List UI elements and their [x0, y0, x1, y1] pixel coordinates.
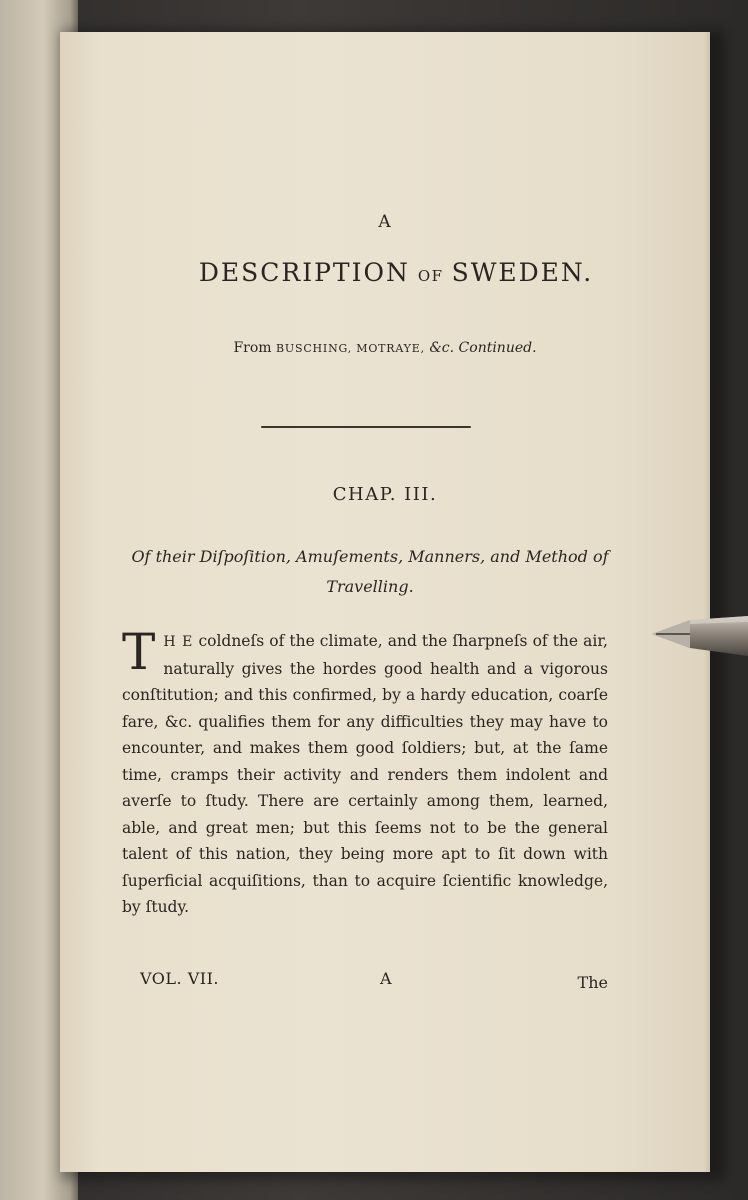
drop-cap-rest: H E	[163, 634, 194, 650]
page-edge-shade	[704, 32, 710, 1172]
title-sweden: SWEDEN.	[451, 258, 594, 287]
pre-title: A	[378, 212, 392, 232]
pen-tip-icon	[650, 612, 748, 662]
page-title	[146, 258, 646, 287]
sources-continued: Continued.	[458, 340, 537, 356]
page-footer	[122, 969, 608, 999]
sources-from: From	[233, 340, 272, 356]
catchword: The	[577, 973, 608, 992]
title-of: OF	[417, 267, 444, 285]
body-text: coldneſs of the climate, and the ſharpneſs of the air, naturally gives the hordes good health and a vigorous conſtitution; and this confirmed, by a hardy education, coarſe fare, &c. qualifies them for any difficulties they may have to encounter, and makes them good ſoldiers; but, at the ſame time, cramps their activity and renders them indolent and averſe to ſtudy. There are certainly among them, learned, able, and great men; but this ſeems not to be the general talent of this nation, they being more apt to ſit down with ſuperficial acquiſitions, than to acquire ſcientific knowledge, by ſtudy.	[122, 632, 608, 916]
body-paragraph	[122, 623, 608, 921]
signature-mark: A	[380, 969, 392, 988]
sources-names: BUSCHING, MOTRAYE,	[276, 342, 425, 355]
book-page	[60, 32, 710, 1172]
chapter-subtitle: Of their Diſpoſition, Amuſements, Manners, and Method of Travelling.	[131, 547, 609, 596]
volume-number: VOL. VII.	[140, 969, 219, 988]
chapter-heading: CHAP. III.	[332, 484, 438, 505]
sources-line	[60, 340, 710, 356]
title-description: DESCRIPTION	[198, 258, 410, 287]
sources-etc: &c.	[429, 340, 455, 356]
drop-cap: T	[122, 623, 156, 681]
section-divider	[261, 426, 471, 428]
